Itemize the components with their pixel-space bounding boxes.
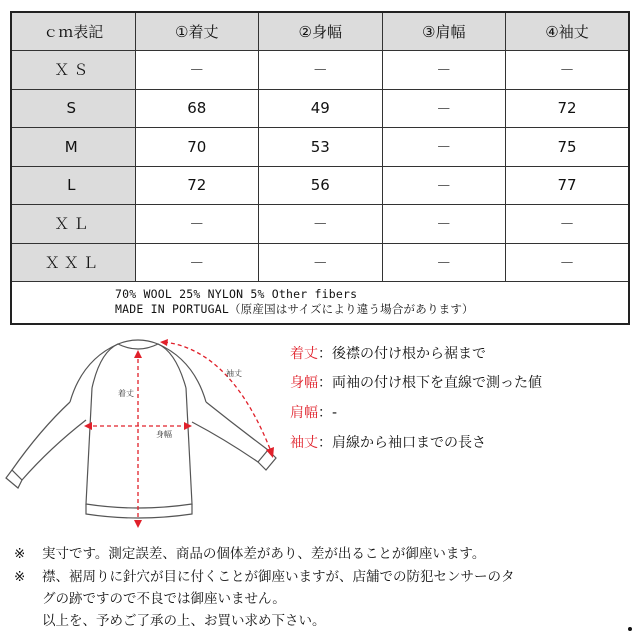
cell-value: － bbox=[382, 128, 506, 167]
legend-item-shoulder bbox=[290, 402, 337, 422]
cell-value: － bbox=[506, 243, 630, 282]
header-sleeve: ④袖丈 bbox=[506, 12, 630, 51]
table-row bbox=[11, 205, 629, 244]
footnote-acknowledge bbox=[42, 609, 326, 629]
size-label: ＸＬ bbox=[11, 205, 135, 244]
legend-key: 身幅 bbox=[290, 375, 318, 391]
size-label: L bbox=[11, 166, 135, 205]
legend-item-sleeve bbox=[290, 432, 486, 452]
cell-value: － bbox=[135, 205, 259, 244]
table-header-row bbox=[11, 12, 629, 51]
diagram-label-sleeve: 袖丈 bbox=[226, 369, 242, 378]
legend-key: 肩幅 bbox=[290, 405, 318, 421]
legend-desc: 後襟の付け根から裾まで bbox=[332, 346, 486, 362]
cell-value: － bbox=[382, 89, 506, 128]
legend-sep: ： bbox=[318, 346, 332, 362]
cell-value: 49 bbox=[259, 89, 383, 128]
corner-dot bbox=[628, 627, 632, 631]
footnote-text: 実寸です。測定誤差、商品の個体差があり、差が出ることが御座います。 bbox=[42, 546, 486, 562]
size-label: ＸＸＬ bbox=[11, 243, 135, 282]
material-note-row bbox=[11, 282, 629, 324]
cell-value: 70 bbox=[135, 128, 259, 167]
legend-desc: 両袖の付け根下を直線で測った値 bbox=[332, 375, 542, 391]
size-label: S bbox=[11, 89, 135, 128]
cell-value: 72 bbox=[135, 166, 259, 205]
table-row bbox=[11, 51, 629, 90]
cell-value: － bbox=[382, 243, 506, 282]
cell-value: － bbox=[382, 51, 506, 90]
legend-sep: ： bbox=[318, 405, 332, 421]
country-of-origin: MADE IN PORTUGAL（原産国はサイズにより違う場合があります） bbox=[115, 302, 474, 317]
footnote-measurement bbox=[14, 542, 485, 562]
legend-desc: 肩線から袖口までの長さ bbox=[332, 435, 486, 451]
material-note bbox=[11, 282, 629, 324]
legend-key: 袖丈 bbox=[290, 435, 318, 451]
size-label: M bbox=[11, 128, 135, 167]
material-composition: 70% WOOL 25% NYLON 5% Other fibers bbox=[115, 287, 358, 302]
cell-value: 56 bbox=[259, 166, 383, 205]
header-length: ①着丈 bbox=[135, 12, 259, 51]
size-label: ＸＳ bbox=[11, 51, 135, 90]
sweater-outline bbox=[6, 340, 276, 518]
cell-value: － bbox=[135, 243, 259, 282]
cell-value: － bbox=[382, 166, 506, 205]
cell-value: 68 bbox=[135, 89, 259, 128]
header-shoulder: ③肩幅 bbox=[382, 12, 506, 51]
cell-value: － bbox=[259, 205, 383, 244]
legend-item-length bbox=[290, 343, 486, 363]
garment-measurement-diagram bbox=[0, 330, 290, 540]
cell-value: － bbox=[135, 51, 259, 90]
cell-value: 75 bbox=[506, 128, 630, 167]
cell-value: 53 bbox=[259, 128, 383, 167]
table-row bbox=[11, 128, 629, 167]
note-mark: ※ bbox=[14, 546, 26, 562]
legend-key: 着丈 bbox=[290, 346, 318, 362]
note-mark: ※ bbox=[14, 569, 26, 585]
diagram-label-width: 身幅 bbox=[156, 430, 172, 439]
cell-value: － bbox=[259, 51, 383, 90]
cell-value: － bbox=[506, 205, 630, 244]
cell-value: 72 bbox=[506, 89, 630, 128]
footnote-pinholes-cont bbox=[42, 587, 286, 607]
header-width: ②身幅 bbox=[259, 12, 383, 51]
legend-item-width bbox=[290, 372, 542, 392]
legend-desc: - bbox=[332, 405, 338, 421]
footnote-text: 襟、裾周りに針穴が目に付くことが御座いますが、店舗での防犯センサーのタ bbox=[42, 569, 515, 585]
header-unit: ｃｍ表記 bbox=[11, 12, 135, 51]
table-row bbox=[11, 166, 629, 205]
legend-sep: ： bbox=[318, 435, 332, 451]
legend-sep: ： bbox=[318, 375, 332, 391]
cell-value: － bbox=[382, 205, 506, 244]
table-row bbox=[11, 243, 629, 282]
table-row bbox=[11, 89, 629, 128]
footnote-text: 以上を、予めご了承の上、お買い求め下さい。 bbox=[42, 613, 326, 629]
footnote-pinholes bbox=[14, 565, 515, 585]
footnote-text: グの跡ですので不良では御座いません。 bbox=[42, 591, 286, 607]
size-table bbox=[10, 11, 630, 325]
diagram-label-length: 着丈 bbox=[118, 389, 134, 398]
cell-value: － bbox=[259, 243, 383, 282]
cell-value: － bbox=[506, 51, 630, 90]
cell-value: 77 bbox=[506, 166, 630, 205]
